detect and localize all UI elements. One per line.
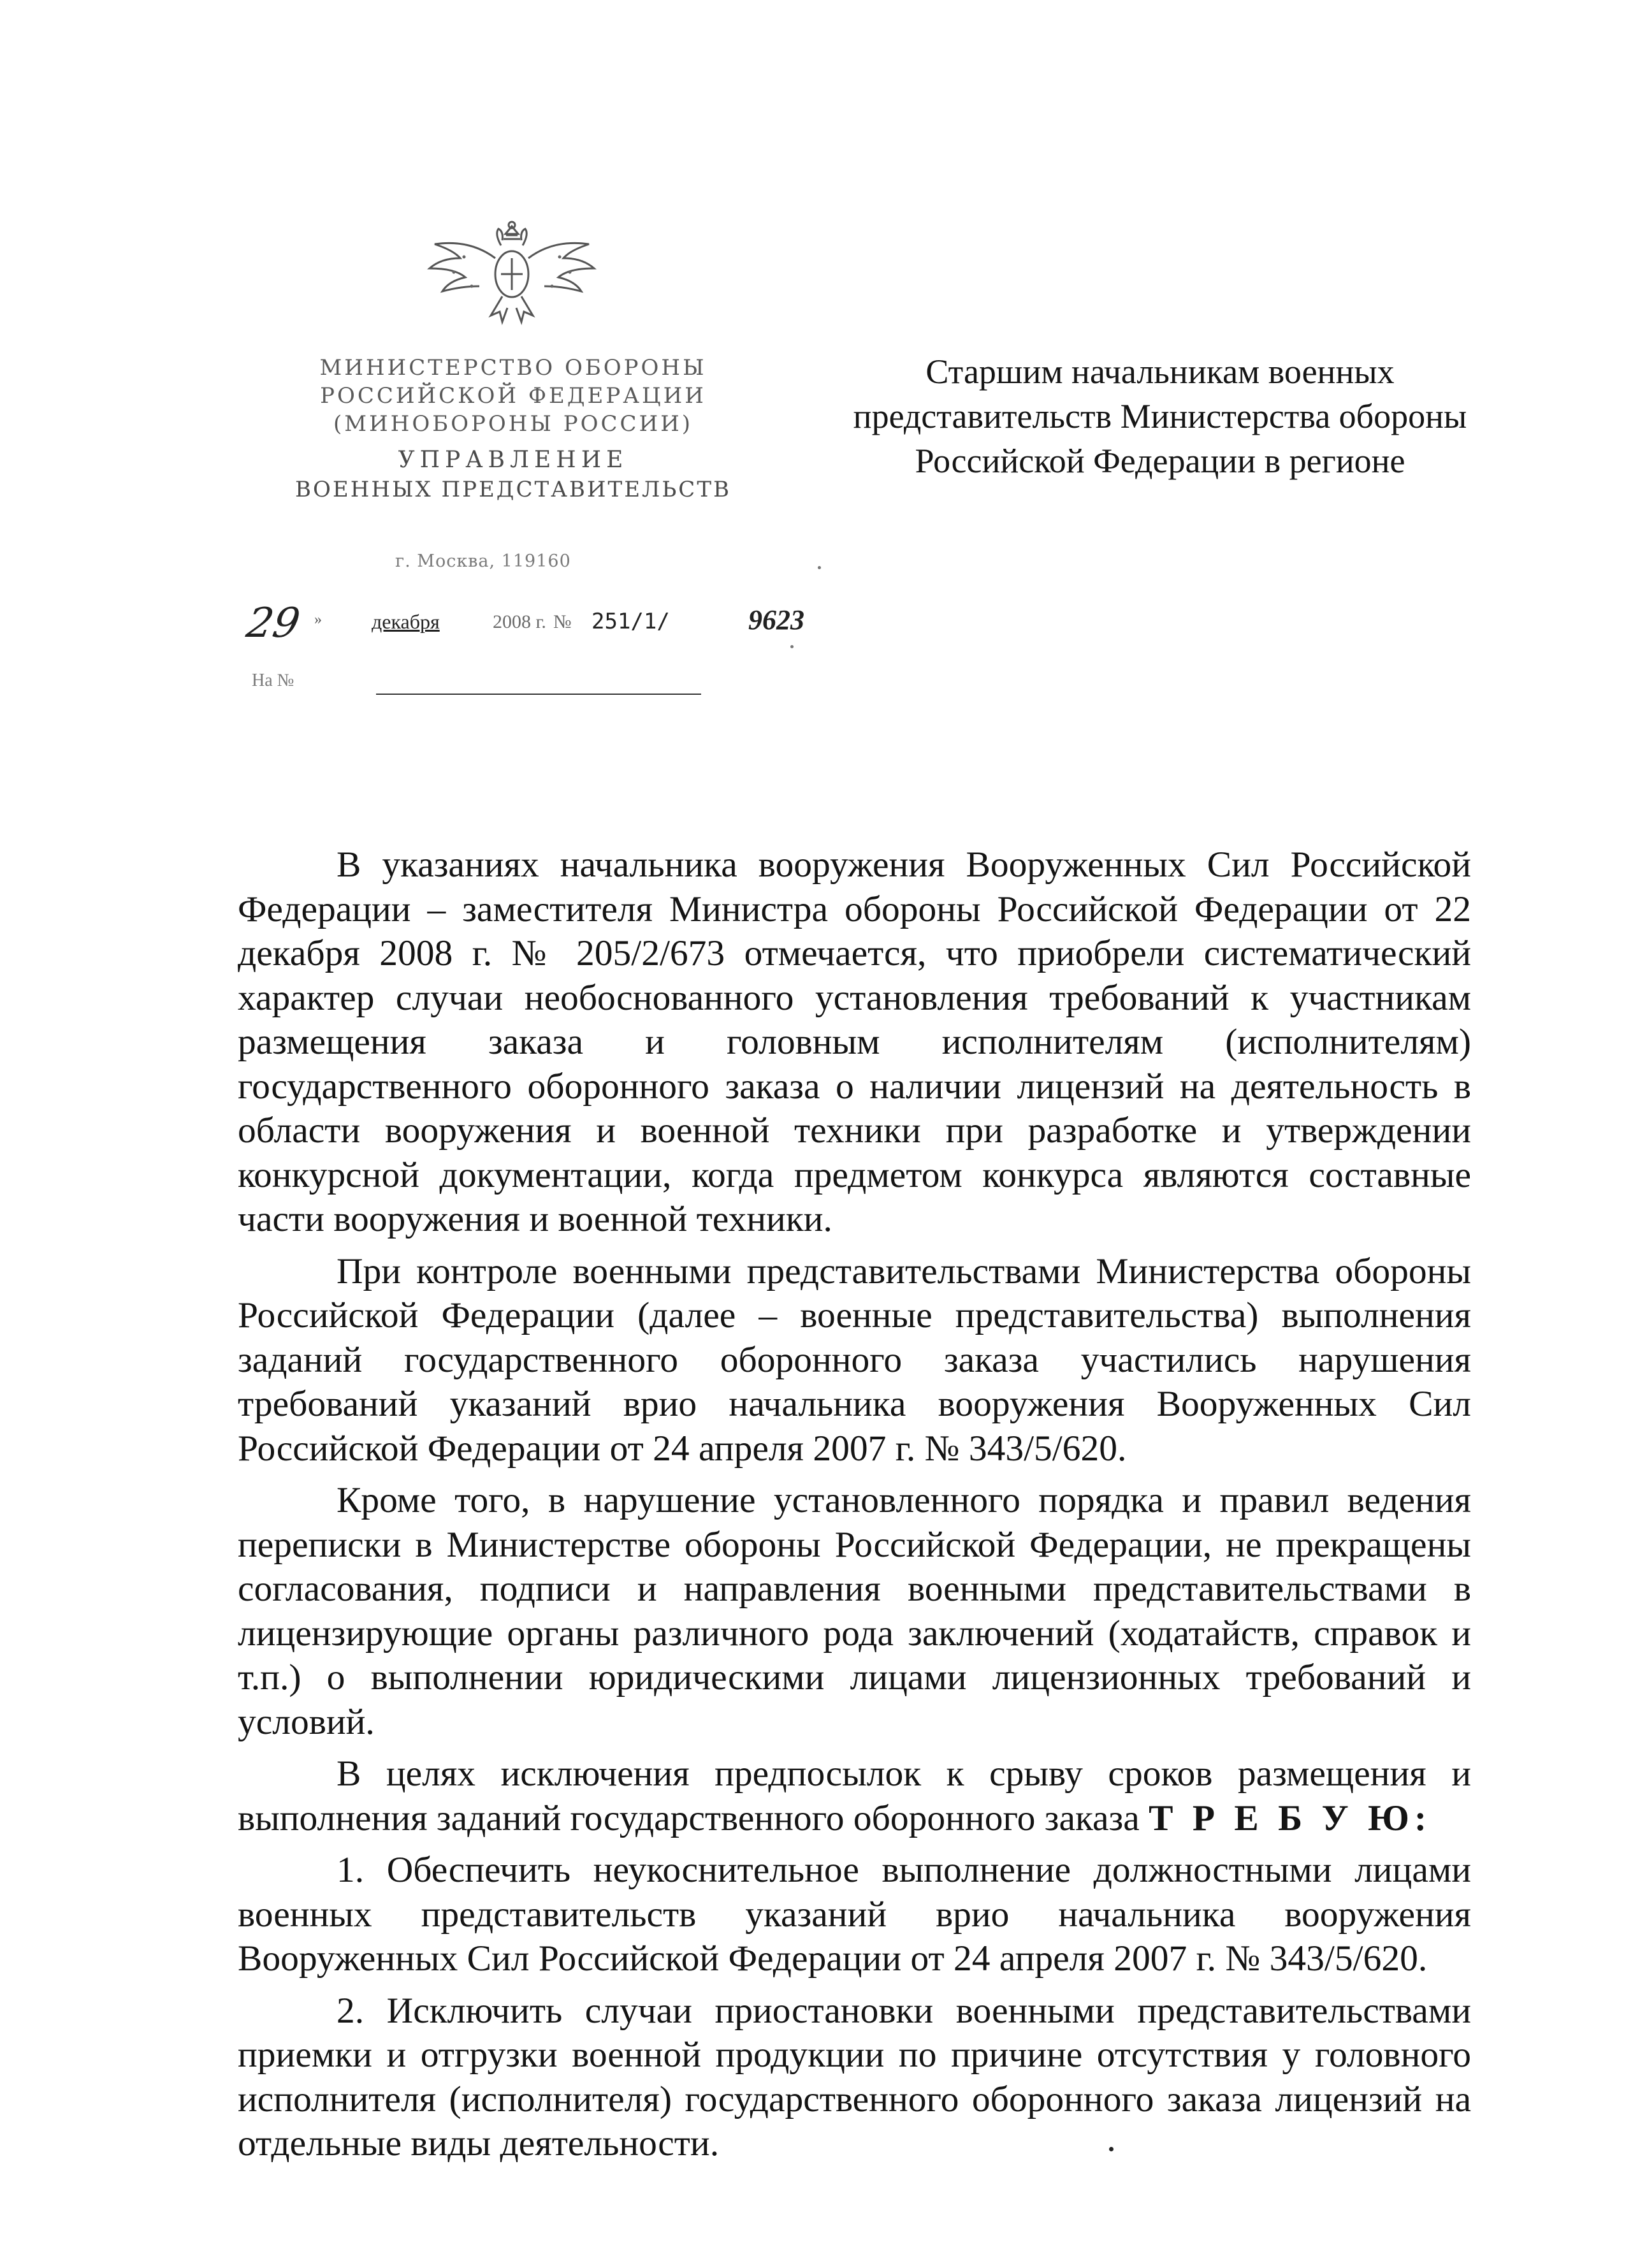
org-line-1: МИНИСТЕРСТВО ОБОРОНЫ (319, 355, 707, 381)
addressee-line-1: Старшим начальникам военных (925, 353, 1395, 391)
registration-number-handwritten: 9623 (748, 604, 804, 636)
paragraph-5: 1. Обеспечить неукоснительное выполнение должностными лицами военных представительств указаний врио начальника вооружения Вооруженных Сил Российской Федерации от 24 апреля 2007 г. № 343/5/620. (238, 1850, 1471, 1979)
unit-line-2: ВОЕННЫХ ПРЕДСТАВИТЕЛЬСТВ (295, 477, 731, 502)
reference-blank-line (376, 694, 701, 695)
paragraph-2: При контроле военными представительствами Министерства обороны Российской Федерации (далее – военные представительства) выполнения заданий государственного оборонного заказа участились нарушения требований указаний врио начальника вооружения Вооруженных Сил Российской Федерации от 24 апреля 2007 г. № 343/5/620. (238, 1251, 1471, 1469)
organization-header (226, 354, 800, 504)
double-headed-eagle-emblem (426, 220, 598, 328)
paragraph-3: Кроме того, в нарушение установленного порядка и правил ведения переписки в Министерстве обороны Российской Федерации, не прекращены согласования, подписи и направления военными представительствами в лицензирующие органы различного рода заключений (ходатайств, справок и т.п.) о выполнении юридическими лицами лицензионных требований и условий. (238, 1480, 1471, 1742)
registration-number-label: № (553, 611, 572, 632)
reference-label: На № (252, 671, 294, 690)
addressee-block (800, 349, 1520, 483)
paragraph-6: 2. Исключить случаи приостановки военными представительствами приемки и отгрузки военной продукции по причине отсутствия у головного исполнителя (исполнителя) государственного оборонного заказа лицензий на отдельные виды деятельности. (238, 1990, 1471, 2163)
scan-speck (818, 566, 821, 569)
unit-line-1: УПРАВЛЕНИЕ (398, 447, 628, 473)
registration-year: 2008 г. (493, 611, 546, 632)
paragraph-1: В указаниях начальника вооружения Вооруженных Сил Российской Федерации – заместителя Министра обороны Российской Федерации от 22 декабря 2008 г. № 205/2/673 отмечается, что приобрели систематический характер случаи необоснованного установления требований к участникам размещения заказа и головным исполнителям (исполнителям) государственного оборонного заказа о наличии лицензий на деятельность в области вооружения и военной техники при разработке и утверждении конкурсной документации, когда предметом конкурса являются составные части вооружения и военной техники. (238, 845, 1471, 1239)
registration-month: декабря (372, 610, 440, 633)
org-line-2: РОССИЙСКОЙ ФЕДЕРАЦИИ (320, 383, 706, 409)
scan-speck (1109, 2147, 1114, 2151)
registration-number: 251/1/ (591, 609, 670, 634)
scan-speck (790, 645, 794, 648)
addressee-line-3: Российской Федерации в регионе (915, 442, 1405, 480)
paragraph-4-text: В целях исключения предпосылок к срыву сроков размещения и выполнения заданий государственного оборонного заказа (238, 1754, 1471, 1838)
demand-heading: Т Р Е Б У Ю: (1149, 1798, 1432, 1838)
paragraph-4 (238, 1752, 1471, 1840)
registration-line (243, 600, 821, 647)
registration-day-sep: » (314, 611, 322, 628)
addressee-line-2: представительств Министерства обороны (853, 397, 1467, 435)
letter-body (238, 843, 1471, 2174)
registration-day: 29 (243, 600, 303, 647)
org-line-3: (МИНОБОРОНЫ РОССИИ) (333, 411, 693, 437)
org-address: г. Москва, 119160 (395, 551, 571, 571)
